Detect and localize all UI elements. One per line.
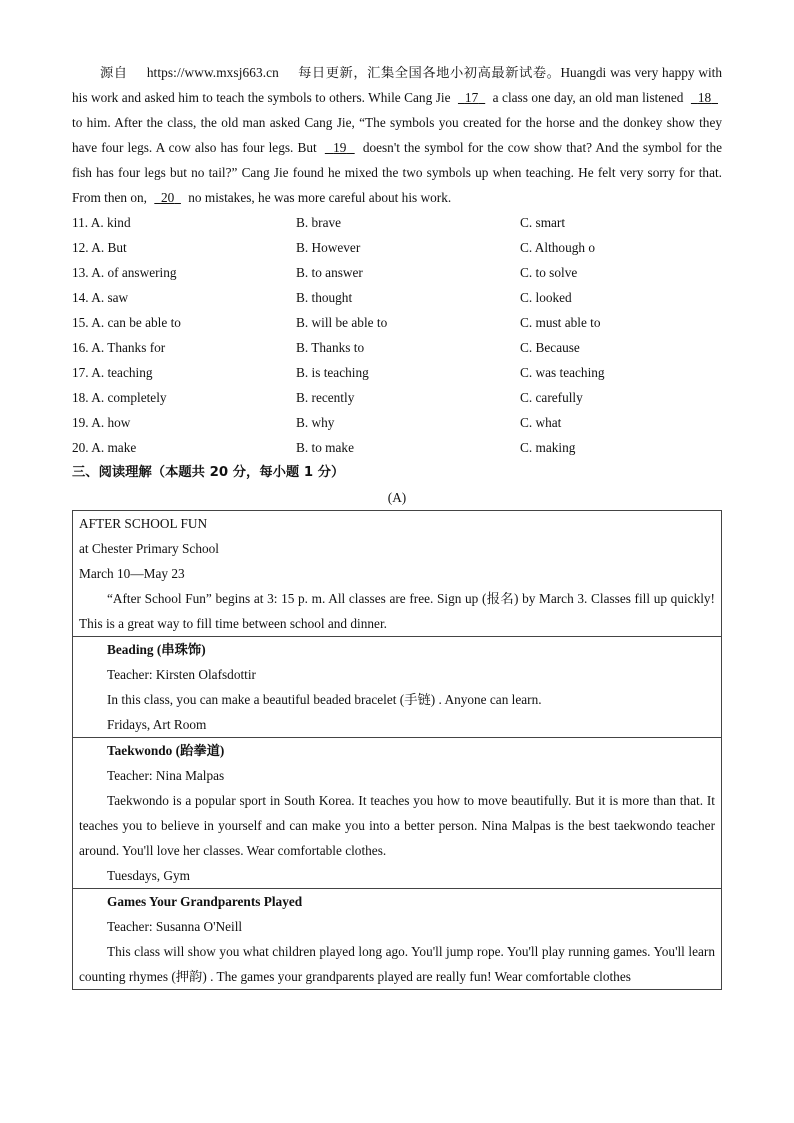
- source-note: 每日更新，汇集全国各地小初高最新试卷。: [298, 65, 561, 80]
- option-b[interactable]: B. recently: [296, 390, 355, 405]
- class-description: This class will show you what children played long ago. You'll jump rope. You'll play running games. You'll learn counting rhymes (押韵) . The games your grandparents played are really fun! Wear comfortable clothes: [79, 944, 715, 984]
- notice-subtitle: at Chester Primary School: [79, 541, 219, 556]
- notice-intro: “After School Fun” begins at 3: 15 p. m. All classes are free. Sign up (报名) by March 3. Classes fill up quickly! This is a great way to fill time between school and dinner.: [79, 591, 715, 631]
- class-teacher: Teacher: Susanna O'Neill: [107, 919, 243, 934]
- question-row: [72, 385, 722, 410]
- option-b[interactable]: B. Thanks to: [296, 340, 365, 355]
- blank-18: 18: [697, 90, 712, 105]
- notice-header-cell: [73, 511, 722, 637]
- option-b[interactable]: B. will be able to: [296, 315, 388, 330]
- option-a[interactable]: 18. A. completely: [72, 390, 167, 405]
- option-b[interactable]: B. to make: [296, 440, 354, 455]
- cloze-passage: [72, 60, 722, 210]
- option-a[interactable]: 20. A. make: [72, 440, 137, 455]
- question-row: [72, 360, 722, 385]
- option-a[interactable]: 16. A. Thanks for: [72, 340, 166, 355]
- passage-text: to him. After the class, the old man asked Cang Jie, “The symbols you created for the horse and the donkey show they have four legs. A cow also has four legs. But: [72, 115, 722, 155]
- notice-dates: March 10—May 23: [79, 566, 185, 581]
- passage-text: doesn't the symbol for the cow show that? And the symbol for the fish has four legs but no tail?” Cang Jie found he mixed the two symbols up when teaching. He felt very sorry for that. From then on,: [72, 140, 723, 205]
- class-cell-grandparents-games: [73, 889, 722, 990]
- notice-title: AFTER SCHOOL FUN: [79, 516, 208, 531]
- option-c[interactable]: C. Although o: [520, 240, 595, 255]
- option-c[interactable]: C. carefully: [520, 390, 583, 405]
- passage-text: Huangdi was very happy with his work and asked him to teach the symbols to others. While Cang Jie: [72, 65, 723, 105]
- blank-20: 20: [160, 190, 175, 205]
- option-c[interactable]: C. smart: [520, 215, 566, 230]
- class-teacher: Teacher: Kirsten Olafsdottir: [107, 667, 256, 682]
- option-a[interactable]: 19. A. how: [72, 415, 131, 430]
- option-c[interactable]: C. Because: [520, 340, 580, 355]
- class-time: Fridays, Art Room: [107, 717, 207, 732]
- option-a[interactable]: 12. A. But: [72, 240, 127, 255]
- class-name: Taekwondo (跆拳道): [107, 743, 225, 758]
- source-url[interactable]: https://www.mxsj663.cn: [146, 65, 279, 80]
- option-b[interactable]: B. to answer: [296, 265, 363, 280]
- option-c[interactable]: C. looked: [520, 290, 572, 305]
- option-c[interactable]: C. making: [520, 440, 576, 455]
- blank-19: 19: [333, 140, 347, 155]
- class-cell-taekwondo: [73, 738, 722, 889]
- question-row: [72, 335, 722, 360]
- passage-text: no mistakes, he was more careful about his work.: [188, 190, 452, 205]
- question-row: [72, 210, 722, 235]
- class-teacher: Teacher: Nina Malpas: [107, 768, 225, 783]
- exam-page: [72, 60, 722, 990]
- option-c[interactable]: C. was teaching: [520, 365, 605, 380]
- section-heading: 三、阅读理解（本题共 20 分，每小题 1 分）: [72, 465, 345, 480]
- question-row: [72, 260, 722, 285]
- option-a[interactable]: 15. A. can be able to: [72, 315, 181, 330]
- option-a[interactable]: 17. A. teaching: [72, 365, 153, 380]
- question-row: [72, 285, 722, 310]
- class-cell-beading: [73, 637, 722, 738]
- option-c[interactable]: C. must able to: [520, 315, 601, 330]
- question-row: [72, 410, 722, 435]
- question-list: [72, 210, 722, 460]
- option-b[interactable]: B. thought: [296, 290, 353, 305]
- passage-text: a class one day, an old man listened: [492, 90, 684, 105]
- option-b[interactable]: B. However: [296, 240, 361, 255]
- class-name: Beading (串珠饰): [107, 642, 206, 657]
- option-b[interactable]: B. why: [296, 415, 335, 430]
- part-label: (A): [387, 490, 407, 505]
- option-a[interactable]: 11. A. kind: [72, 215, 131, 230]
- option-a[interactable]: 14. A. saw: [72, 290, 129, 305]
- class-name: Games Your Grandparents Played: [107, 894, 303, 909]
- option-c[interactable]: C. what: [520, 415, 562, 430]
- question-row: [72, 435, 722, 460]
- option-a[interactable]: 13. A. of answering: [72, 265, 177, 280]
- question-row: [72, 235, 722, 260]
- notice-table: [72, 510, 722, 990]
- class-description: Taekwondo is a popular sport in South Korea. It teaches you how to move beautifully. But it is more than that. It teaches you to believe in yourself and can make you into a better person. Nina Malpas is the best taekwondo teacher around. You'll love her classes. Wear comfortable clothes.: [79, 793, 715, 858]
- class-time: Tuesdays, Gym: [107, 868, 190, 883]
- option-b[interactable]: B. is teaching: [296, 365, 369, 380]
- option-b[interactable]: B. brave: [296, 215, 342, 230]
- class-description: In this class, you can make a beautiful beaded bracelet (手链) . Anyone can learn.: [107, 692, 542, 707]
- source-label: 源自: [100, 65, 128, 80]
- blank-17: 17: [464, 90, 479, 105]
- question-row: [72, 310, 722, 335]
- option-c[interactable]: C. to solve: [520, 265, 578, 280]
